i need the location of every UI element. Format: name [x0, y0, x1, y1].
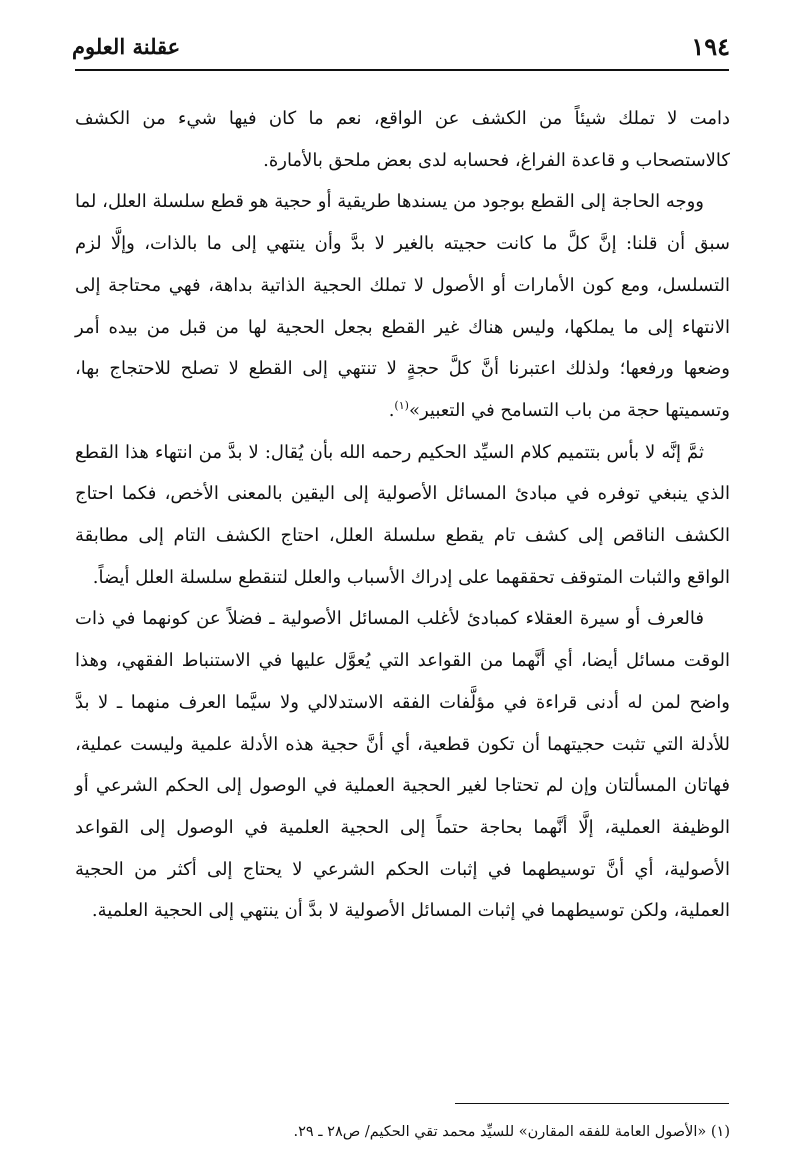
paragraph-2-end: .: [388, 399, 395, 421]
paragraph-4: فالعرف أو سيرة العقلاء كمبادئ لأغلب المسائل الأصولية ـ فضلاً عن كونهما في ذات الوقت مسائل أيضا، أي أنَّهما من القواعد التي يُعوَّل عليها في الاستنباط الفقهي، وهذا واضح لمن له أدنى قراءة في مؤلَّفات الفقه الاستدلالي ولا سيَّما العرف منهما ـ لا بدَّ للأدلة التي تثبت حجيتهما أن تكون قطعية، أي أنَّ حجية هذه الأدلة علمية وليست عملية، فهاتان المسألتان وإن لم تحتاجا لغير الحجية العملية في الوصول إلى الحكم الشرعي أو الوظيفة العملية، إلَّا أنَّهما بحاجة حتماً إلى الحجية العلمية في الوصول إلى القواعد الأصولية، أي أنَّ توسيطهما في إثبات الحكم الشرعي لا يحتاج إلى أكثر من الحجية العملية، ولكن توسيطهما في إثبات المسائل الأصولية لا بدَّ أن ينتهي إلى الحجية العلمية.: [75, 608, 730, 922]
footnote-rule: [455, 1103, 729, 1104]
paragraph-2-text: ووجه الحاجة إلى القطع بوجود من يسندها طريقية أو حجية هو قطع سلسلة العلل، لما سبق أن قلنا: إنَّ كلَّ ما كانت حجيته بالغير لا بدَّ وأن ينتهي إلى ما بالذات، وإلَّا لزم التسلسل، ومع كون الأمارات أو الأصول لا تملك الحجية الذاتية بداهة، فهي محتاجة إلى الانتهاء إلى ما يملكها، وليس هناك غير القطع بجعل الحجية لها من قبل من بيده أمر وضعها ورفعها؛ ولذلك اعتبرنا أنَّ كلَّ حجةٍ لا تنتهي إلى القطع لا تصلح للاحتجاج بها، وتسميتها حجة من باب التسامح في التعبير»: [75, 191, 730, 421]
paragraph-2: [75, 181, 730, 431]
header-rule: [75, 69, 729, 71]
footnote: (١) «الأصول العامة للفقه المقارن» للسيِّد محمد تقي الحكيم/ ص٢٨ ـ ٢٩.: [293, 1124, 730, 1140]
paragraph-1: دامت لا تملك شيئاً من الكشف عن الواقع، نعم ما كان فيها شيء من الكشف كالاستصحاب و قاعدة الفراغ، فحسابه لدى بعض ملحق بالأمارة.: [75, 108, 730, 171]
running-title: عقلنة العلوم: [72, 33, 181, 59]
body-text: [75, 98, 730, 932]
page-number: ١٩٤: [691, 31, 730, 61]
footnote-marker: (١): [394, 398, 409, 412]
running-head: [72, 28, 730, 64]
paragraph-3: ثمَّ إنَّه لا بأس بتتميم كلام السيِّد الحكيم رحمه الله بأن يُقال: لا بدَّ من انتهاء هذا القطع الذي ينبغي توفره في مبادئ المسائل الأصولية إلى اليقين بالمعنى الأخص، فكما احتاج الكشف الناقص إلى كشف تام يقطع سلسلة العلل، احتاج الكشف التام إلى مطابقة الواقع والثبات المتوقف تحققهما على إدراك الأسباب والعلل لتنقطع سلسلة العلل أيضاً.: [75, 441, 730, 588]
